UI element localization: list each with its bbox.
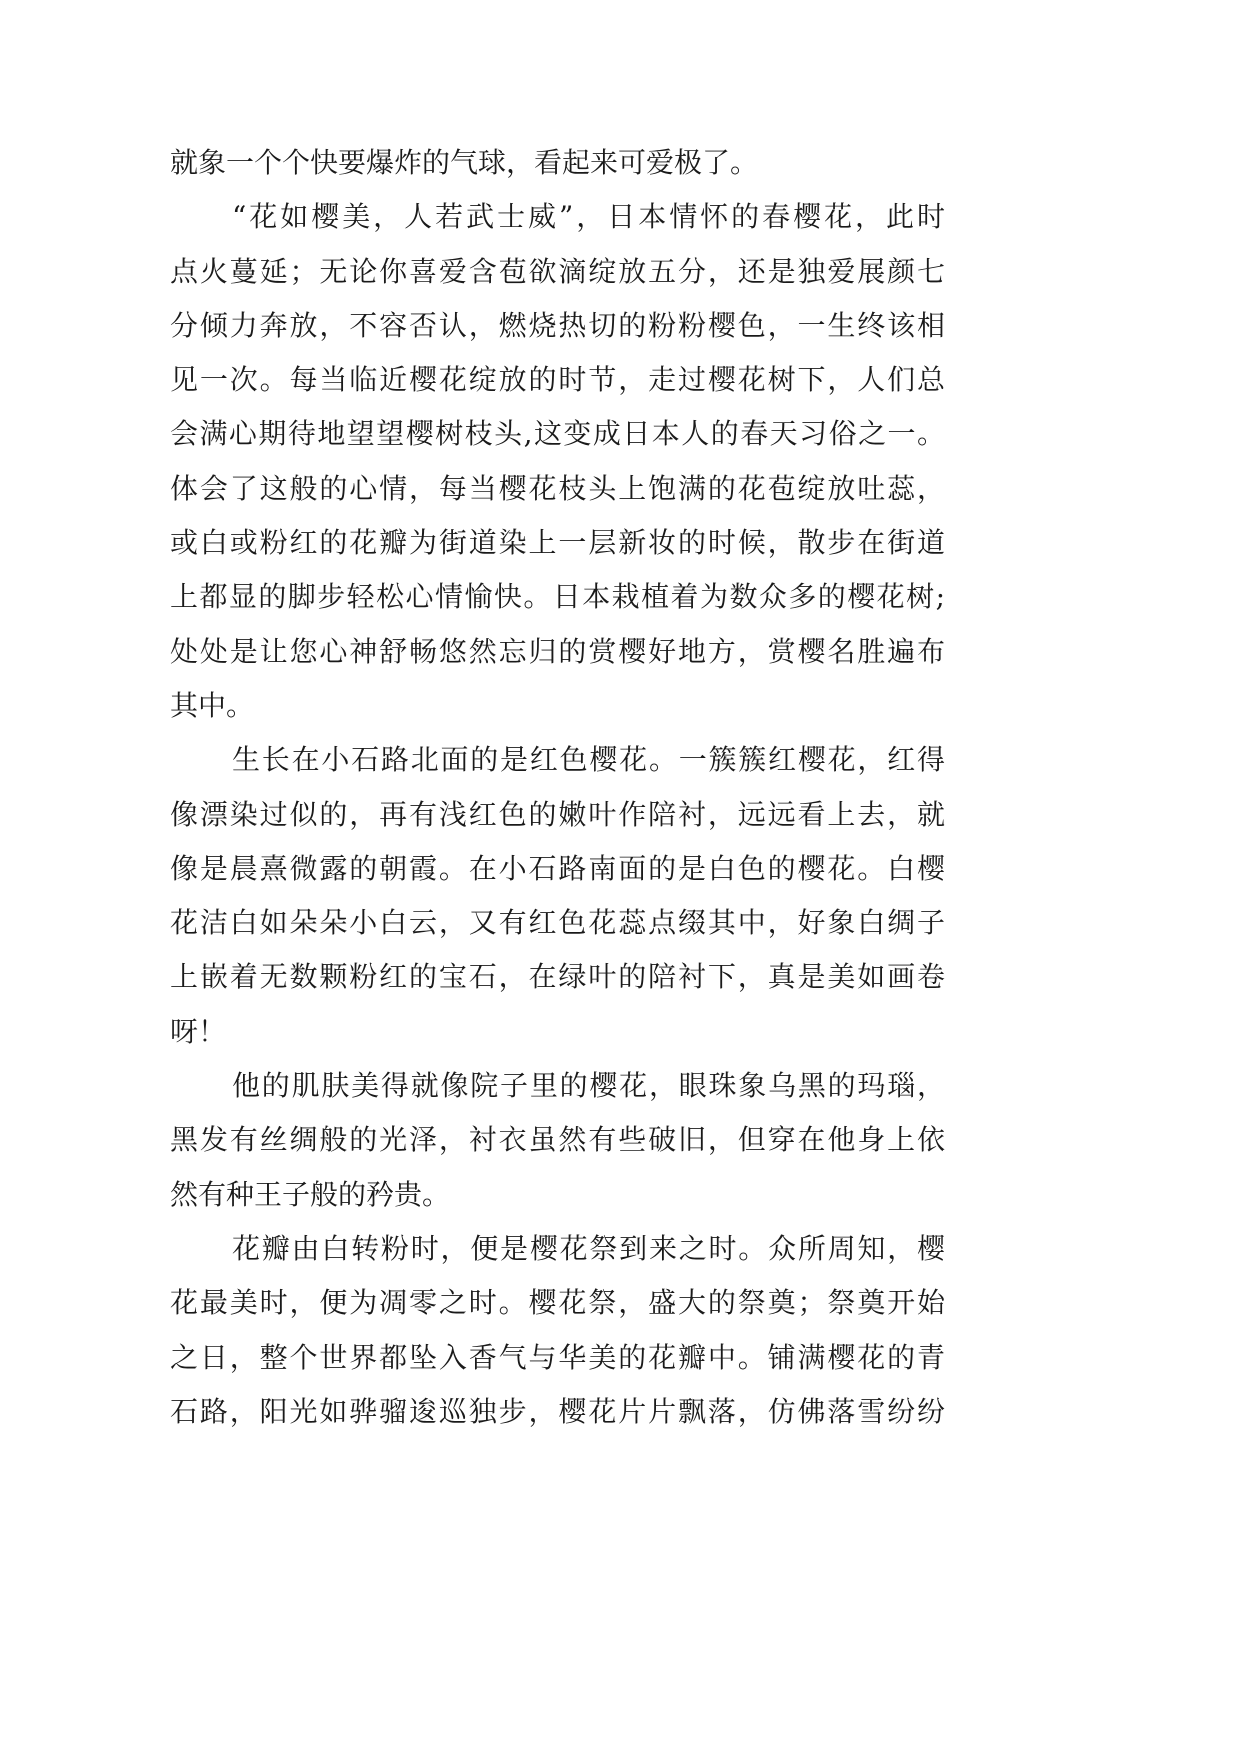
text-line: “花如樱美，人若武士威”，日本情怀的春樱花，此时	[232, 200, 945, 234]
paragraph	[170, 1059, 945, 1222]
text-line: 像漂染过似的，再有浅红色的嫩叶作陪衬，远远看上去，就	[170, 797, 945, 831]
text-line: 他的肌肤美得就像院子里的樱花，眼珠象乌黑的玛瑙，	[232, 1069, 945, 1103]
paragraph	[170, 136, 945, 190]
text-line: 点火蔓延；无论你喜爱含苞欲滴绽放五分，还是独爱展颜七	[170, 254, 945, 288]
text-line: 其中。	[170, 688, 255, 722]
text-line: 就象一个个快要爆炸的气球，看起来可爱极了。	[170, 146, 759, 179]
paragraph	[170, 1222, 945, 1439]
text-line: 或白或粉红的花瓣为街道染上一层新妆的时候，散步在街道	[170, 526, 945, 560]
text-line: 分倾力奔放，不容否认，燃烧热切的粉粉樱色，一生终该相	[170, 308, 945, 342]
text-line: 花最美时，便为凋零之时。樱花祭，盛大的祭奠；祭奠开始	[170, 1286, 945, 1320]
text-line: 然有种王子般的矜贵。	[170, 1177, 451, 1211]
text-line: 呀！	[170, 1014, 227, 1048]
text-line: 上嵌着无数颗粉红的宝石，在绿叶的陪衬下，真是美如画卷	[170, 960, 945, 994]
text-line: 见一次。每当临近樱花绽放的时节，走过樱花树下，人们总	[170, 363, 945, 397]
text-line: 之日，整个世界都坠入香气与华美的花瓣中。铺满樱花的青	[170, 1340, 945, 1374]
text-line: 生长在小石路北面的是红色樱花。一簇簇红樱花，红得	[232, 743, 945, 777]
text-line: 会满心期待地望望樱树枝头,这变成日本人的春天习俗之一。	[170, 417, 945, 451]
text-line: 体会了这般的心情，每当樱花枝头上饱满的花苞绽放吐蕊，	[170, 471, 945, 505]
text-line: 黑发有丝绸般的光泽，衬衣虽然有些破旧，但穿在他身上依	[170, 1123, 945, 1157]
text-line: 花洁白如朵朵小白云，又有红色花蕊点缀其中，好象白绸子	[170, 906, 945, 940]
text-line: 像是晨熹微露的朝霞。在小石路南面的是白色的樱花。白樱	[170, 851, 945, 885]
document-body	[170, 136, 945, 1439]
text-line: 上都显的脚步轻松心情愉快。日本栽植着为数众多的樱花树;	[170, 580, 945, 614]
text-line: 石路，阳光如骅骝逡巡独步，樱花片片飘落，仿佛落雪纷纷	[170, 1394, 945, 1428]
paragraph	[170, 733, 945, 1059]
text-line: 花瓣由白转粉时，便是樱花祭到来之时。众所周知，樱	[232, 1231, 945, 1265]
text-line: 处处是让您心神舒畅悠然忘归的赏樱好地方，赏樱名胜遍布	[170, 634, 945, 668]
paragraph	[170, 190, 945, 733]
